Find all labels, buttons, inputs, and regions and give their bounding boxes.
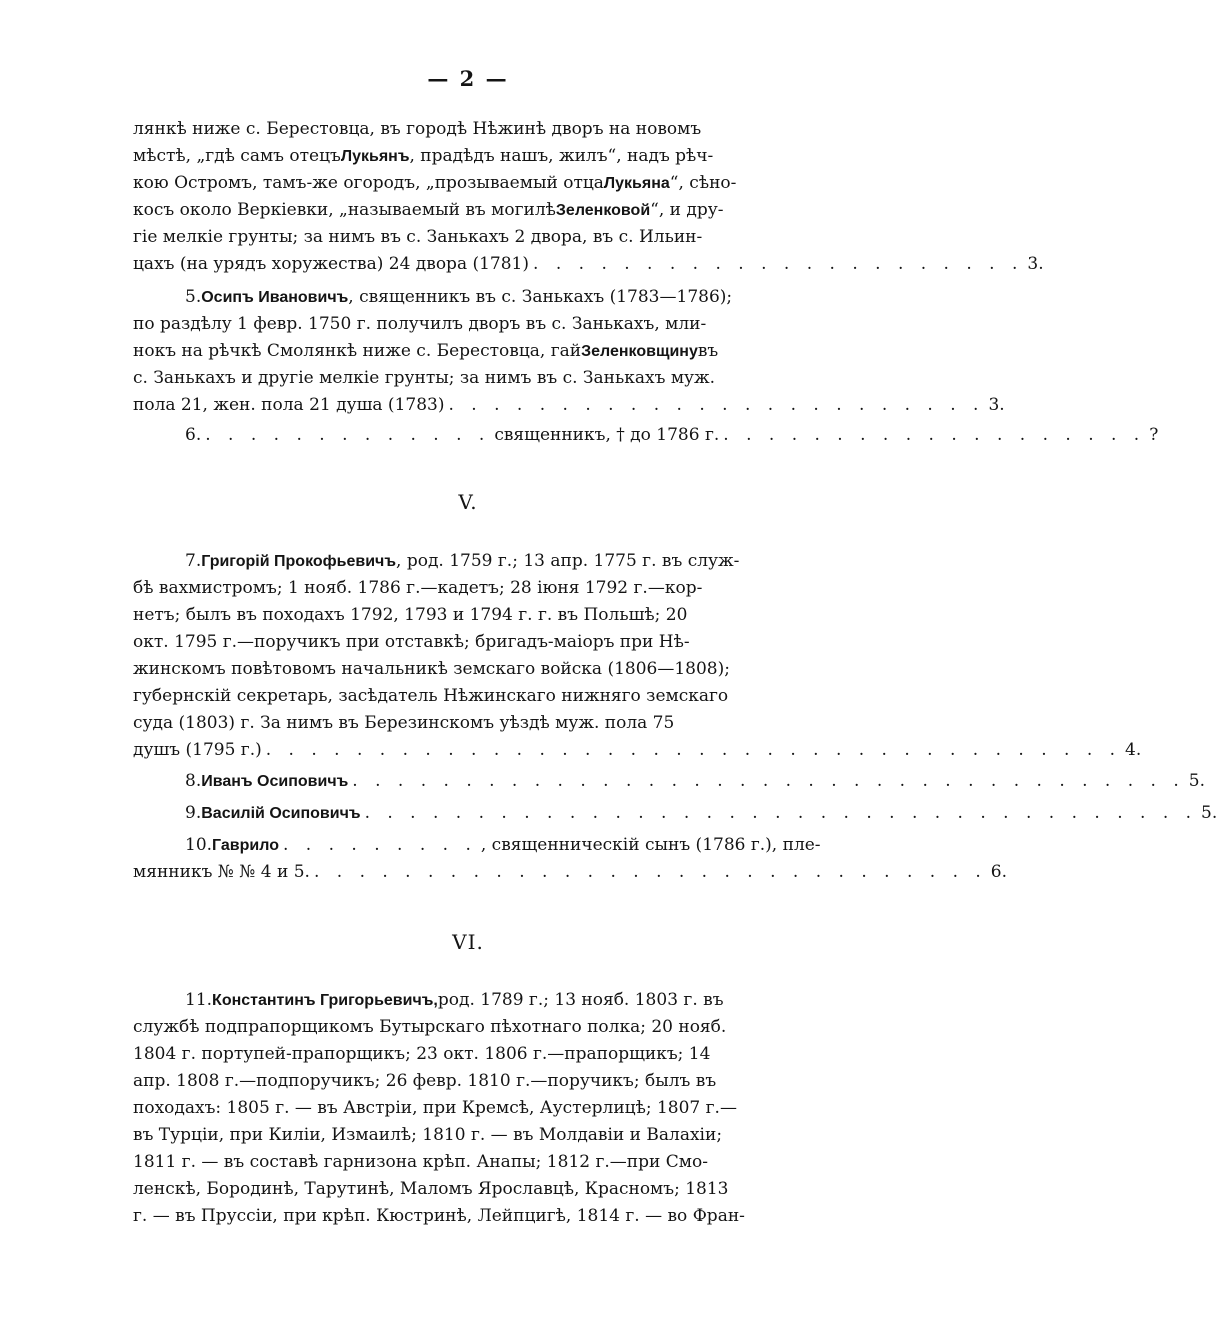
dot-leader: . . . . . . . . . . . . . . . . . . . . . . . . . . . . . . . . . . . . . . xyxy=(265,740,1122,760)
text-line: лянкѣ ниже с. Берестовца, въ городѣ Нѣжинѣ дворъ на новомъ xyxy=(133,119,702,139)
text-line: косъ около Веркіевки, „называемый въ могилѣ Зеленковой “, и дру- xyxy=(133,197,805,224)
text-line: суда (1803) г. За нимъ въ Березинскомъ уѣздѣ муж. пола 75 xyxy=(133,713,675,733)
dot-leader: . . . . . . . . . . . . . . . . . . . . . . . . . . . . . . . . . . . . . xyxy=(352,771,1185,791)
text-line: 10. Гаврило . . . . . . . . . , священническій сынъ (1786 г.), пле- xyxy=(133,832,805,859)
person-name: Осипъ Ивановичъ xyxy=(201,289,349,306)
text-line: ленскѣ, Бородинѣ, Тарутинѣ, Маломъ Ярославцѣ, Красномъ; 1813 xyxy=(133,1179,729,1199)
text-line: 1804 г. портупей-прапорщикъ; 23 окт. 1806 г.—прапорщикъ; 14 xyxy=(133,1044,711,1064)
dot-leader: . . . . . . . . . . . . . xyxy=(205,425,491,445)
dot-leader: . . . . . . . . . . . . . . . . . . . . . . xyxy=(533,254,1024,274)
text-line: 6. . . . . . . . . . . . . . священникъ, † до 1786 г. . . . . . . . . . . . . . . . . . . . ? xyxy=(133,422,805,449)
section-heading-v: V. xyxy=(458,490,478,514)
person-name: Иванъ Осиповичъ xyxy=(201,773,349,790)
dot-leader: . . . . . . . . . . . . . . . . . . . . . . . . . . . . . . xyxy=(313,862,987,882)
bold-name: Лукьяна xyxy=(603,175,670,192)
text-line: жинскомъ повѣтовомъ начальникѣ земскаго войска (1806—1808); xyxy=(133,659,730,679)
text-line: гіе мелкіе грунты; за нимъ въ с. Занькахъ 2 двора, въ с. Ильин- xyxy=(133,227,703,247)
entry-4-continuation xyxy=(133,116,1044,278)
text-line: г. — въ Пруссіи, при крѣп. Кюстринѣ, Лейпцигѣ, 1814 г. — во Фран- xyxy=(133,1206,745,1226)
text-line: окт. 1795 г.—поручикъ при отставкѣ; бригадъ-маіоръ при Нѣ- xyxy=(133,632,690,652)
text-line: мѣстѣ, „гдѣ самъ отецъ Лукьянъ , прадѣдъ нашъ, жилъ“, надъ рѣч- xyxy=(133,143,805,170)
entry-9 xyxy=(133,800,1217,827)
text-line: службѣ подпрапорщикомъ Бутырскаго пѣхотнаго полка; 20 нояб. xyxy=(133,1017,727,1037)
person-name: Гаврило xyxy=(212,837,279,854)
section-heading-vi: VI. xyxy=(452,930,484,954)
text-line: по раздѣлу 1 февр. 1750 г. получилъ дворъ въ с. Занькахъ, мли- xyxy=(133,314,707,334)
dot-leader: . . . . . . . . . . . . . . . . . . . xyxy=(723,425,1146,445)
text-line: нокъ на рѣчкѣ Смолянкѣ ниже с. Берестовца, гай Зеленковщину въ xyxy=(133,338,805,365)
text-line: 11. Константинъ Григорьевичъ, род. 1789 г.; 13 нояб. 1803 г. въ xyxy=(133,987,805,1014)
person-name: Василій Осиповичъ xyxy=(201,805,361,822)
text-line: пола 21, жен. пола 21 душа (1783) . . . . . . . . . . . . . . . . . . . . . . . . 3. xyxy=(133,392,805,419)
generation-ref: 5. xyxy=(1188,771,1205,791)
person-name: Григорій Прокофьевичъ xyxy=(201,553,397,570)
entry-8 xyxy=(133,768,1205,795)
dot-leader: . . . . . . . . . . . . . . . . . . . . . . . . xyxy=(448,395,985,415)
text-line: губернскій секретарь, засѣдатель Нѣжинскаго нижняго земскаго xyxy=(133,686,729,706)
generation-ref: ? xyxy=(1149,425,1159,445)
bold-name: Зеленковщину xyxy=(581,343,698,360)
entry-5 xyxy=(133,284,1005,419)
text-line: 1811 г. — въ составѣ гарнизона крѣп. Анапы; 1812 г.—при Смо- xyxy=(133,1152,708,1172)
text-line: 7. Григорій Прокофьевичъ , род. 1759 г.; 13 апр. 1775 г. въ служ- xyxy=(133,548,805,575)
text-line: душъ (1795 г.) . . . . . . . . . . . . . . . . . . . . . . . . . . . . . . . . . . . . . . 4. xyxy=(133,737,805,764)
text-line: апр. 1808 г.—подпоручикъ; 26 февр. 1810 г.—поручикъ; былъ въ xyxy=(133,1071,717,1091)
entry-10 xyxy=(133,832,1008,886)
generation-ref: 4. xyxy=(1125,740,1142,760)
text-line: нетъ; былъ въ походахъ 1792, 1793 и 1794 г. г. въ Польшѣ; 20 xyxy=(133,605,688,625)
bold-name: Лукьянъ xyxy=(340,148,410,165)
entry-6 xyxy=(133,422,1159,449)
text-line: с. Занькахъ и другіе мелкіе грунты; за нимъ въ с. Занькахъ муж. xyxy=(133,368,716,388)
text-line: 5. Осипъ Ивановичъ , священникъ въ с. Занькахъ (1783—1786); xyxy=(133,284,805,311)
generation-ref: 3. xyxy=(988,395,1005,415)
dot-leader: . . . . . . . . . . . . . . . . . . . . . . . . . . . . . . . . . . . . . xyxy=(364,803,1198,823)
entry-7 xyxy=(133,548,1142,764)
text-line: въ Турціи, при Киліи, Измаилѣ; 1810 г. — въ Молдавіи и Валахіи; xyxy=(133,1125,723,1145)
text-line: кою Остромъ, тамъ-же огородъ, „прозываемый отца Лукьяна “, сѣно- xyxy=(133,170,805,197)
generation-ref: 3. xyxy=(1027,254,1044,274)
generation-ref: 6. xyxy=(990,862,1008,882)
text-line: бѣ вахмистромъ; 1 нояб. 1786 г.—кадетъ; 28 іюня 1792 г.—кор- xyxy=(133,578,703,598)
page-number: — 2 — xyxy=(427,66,509,91)
text-line: мянникъ № № 4 и 5. . . . . . . . . . . . . . . . . . . . . . . . . . . . . . . 6. xyxy=(133,859,805,886)
entry-11 xyxy=(133,987,805,1230)
text-line: 9. Василій Осиповичъ . . . . . . . . . . . . . . . . . . . . . . . . . . . . . . . . . . . . . 5. xyxy=(133,800,805,827)
person-name: Константинъ Григорьевичъ, xyxy=(212,992,438,1009)
bold-name: Зеленковой xyxy=(555,202,651,219)
text-line: походахъ: 1805 г. — въ Австріи, при Кремсѣ, Аустерлицѣ; 1807 г.— xyxy=(133,1098,737,1118)
generation-ref: 5. xyxy=(1201,803,1217,823)
dot-leader: . . . . . . . . . xyxy=(282,835,477,855)
text-line: цахъ (на урядъ хоружества) 24 двора (1781) . . . . . . . . . . . . . . . . . . . . . . 3. xyxy=(133,251,805,278)
text-line: 8. Иванъ Осиповичъ . . . . . . . . . . . . . . . . . . . . . . . . . . . . . . . . . . . . . 5. xyxy=(133,768,805,795)
